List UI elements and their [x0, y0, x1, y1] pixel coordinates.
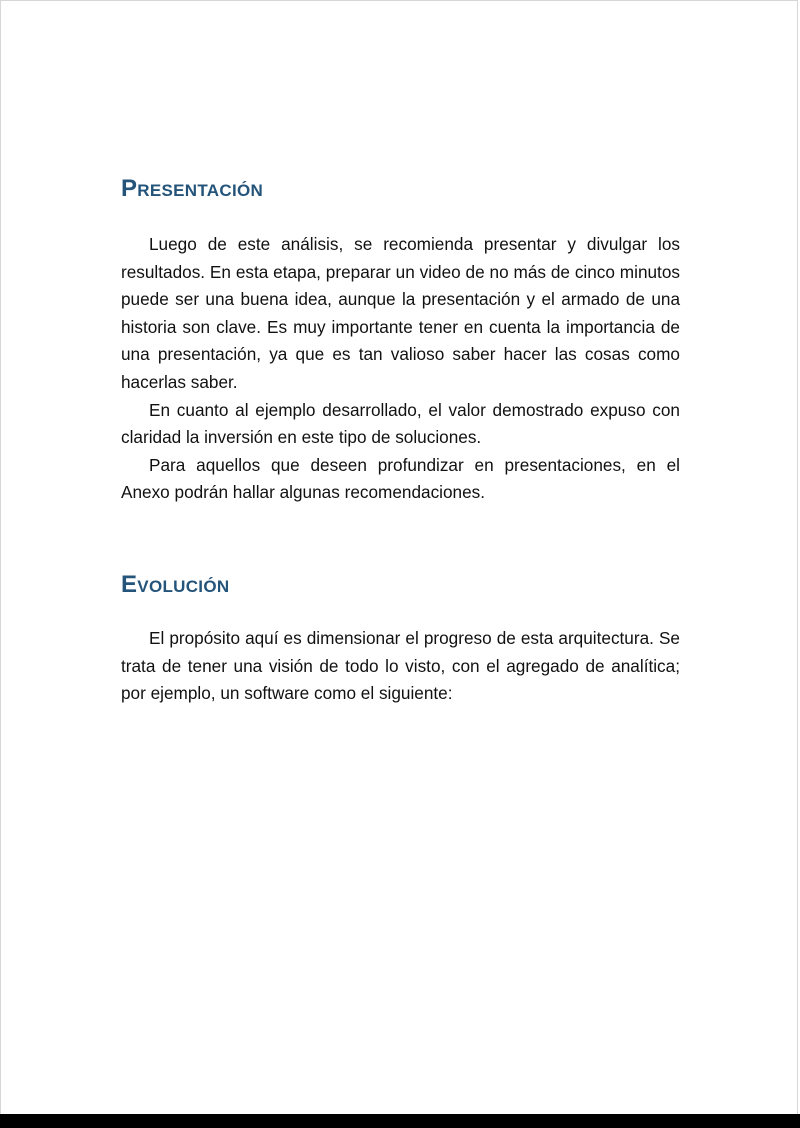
paragraph: Para aquellos que deseen profundizar en presentaciones, en el Anexo podrán hallar algunas recomendaciones. [121, 454, 680, 503]
section-title-presentacion: Presentación [121, 175, 264, 202]
paragraph: El propósito aquí es dimensionar el progreso de esta arquitectura. Se trata de tener una visión de todo lo visto, con el agregado de analítica; por ejemplo, un software como el siguiente: [121, 628, 680, 704]
section-title-evolucion: Evolución [121, 571, 230, 598]
section-body-presentacion [121, 231, 680, 507]
paragraph: Luego de este análisis, se recomienda presentar y divulgar los resultados. En esta etapa, preparar un video de no más de cinco minutos puede ser una buena idea, aunque la presentación y el armado de una historia son clave. Es muy importante tener en cuenta la importancia de una presentación, ya que es tan valioso saber hacer las cosas como hacerlas saber. [121, 234, 680, 392]
bottom-bar [0, 1114, 800, 1128]
section-body-evolucion [121, 625, 680, 708]
paragraph: En cuanto al ejemplo desarrollado, el valor demostrado expuso con claridad la inversión en este tipo de soluciones. [121, 399, 680, 448]
